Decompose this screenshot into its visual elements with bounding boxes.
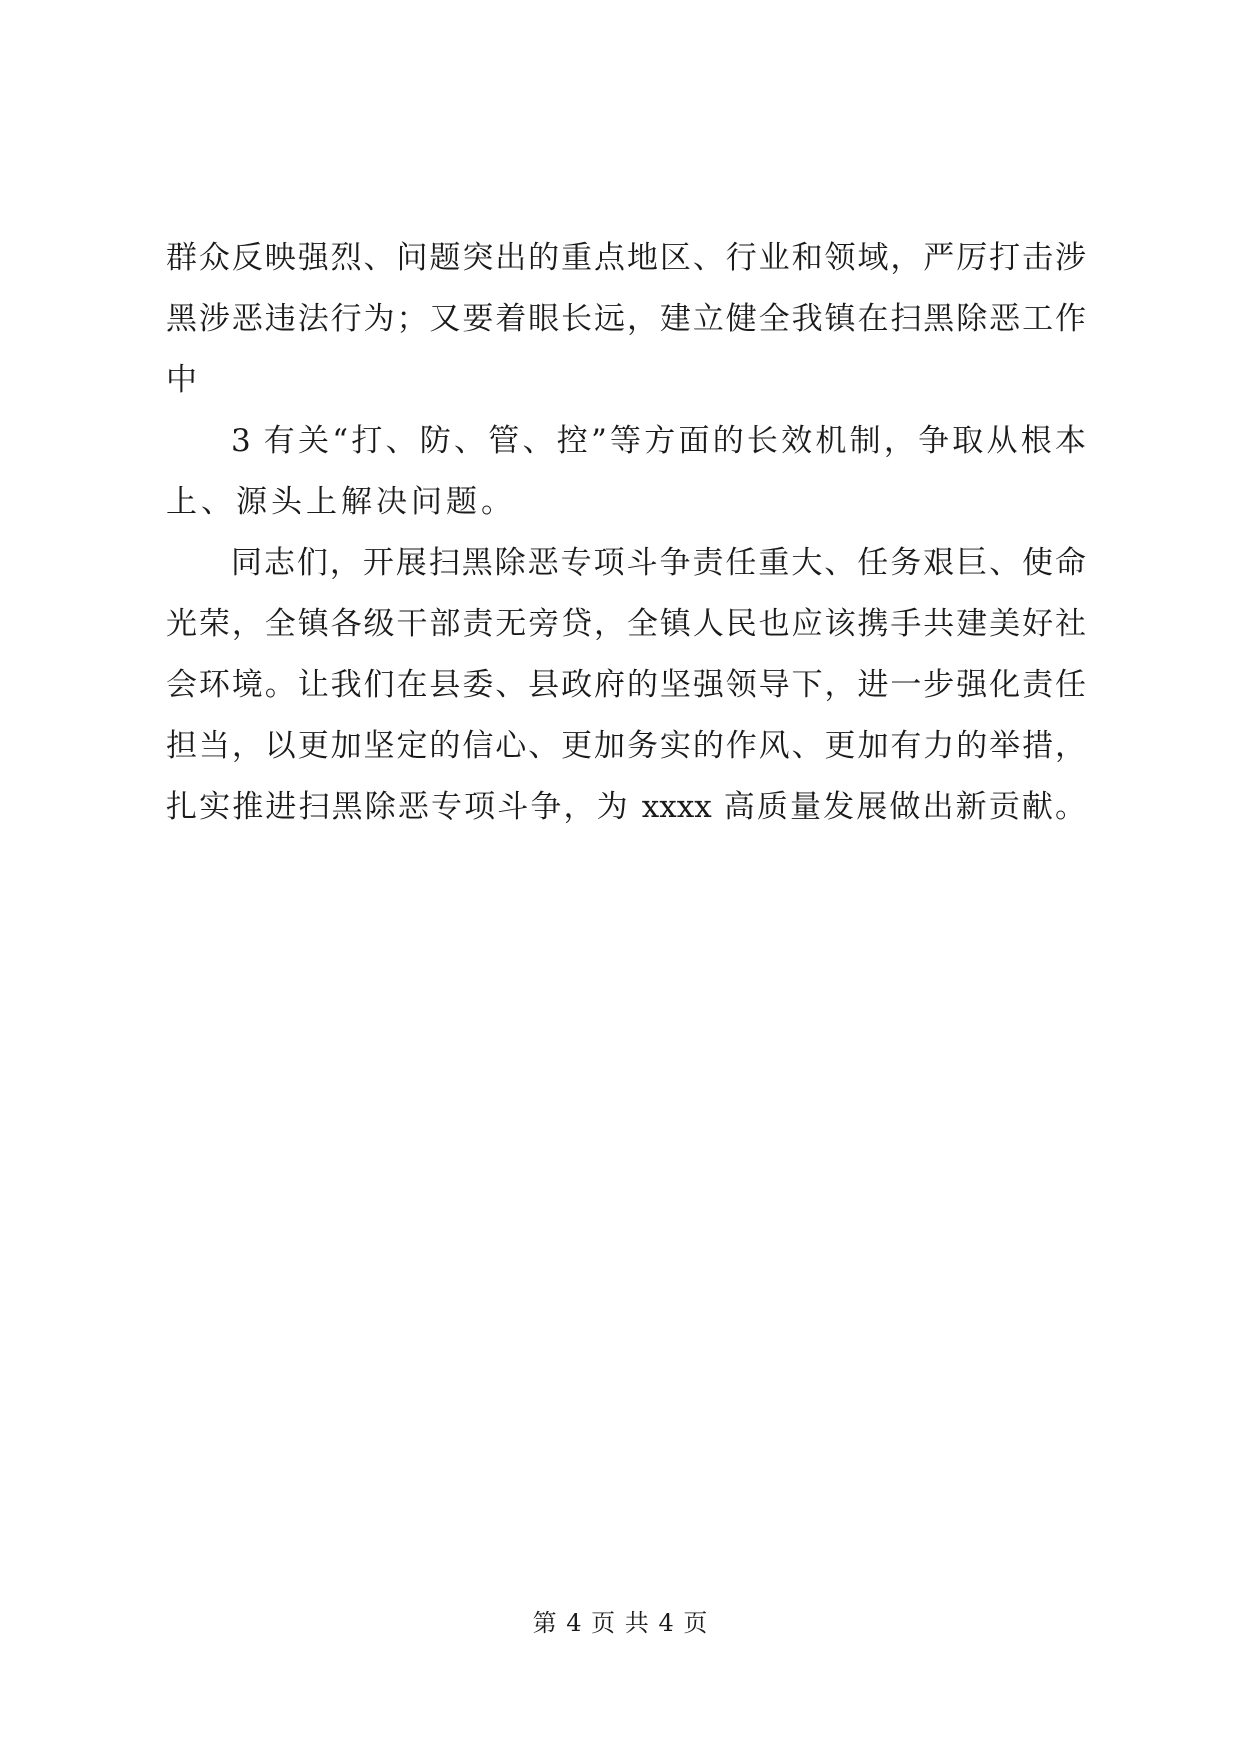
text-line: 黑涉恶违法行为；又要着眼长远，建立健全我镇在扫黑除恶工作 xyxy=(166,301,1086,337)
text-line: 扎实推进扫黑除恶专项斗争，为 xxxx 高质量发展做出新贡献。 xyxy=(166,789,1086,825)
text-line: 同志们，开展扫黑除恶专项斗争责任重大、任务艰巨、使命 xyxy=(231,545,1086,581)
text-line: 中 xyxy=(166,362,201,398)
text-line: 上、源头上解决问题。 xyxy=(166,484,516,520)
document-body xyxy=(166,228,1086,838)
paragraph xyxy=(166,411,1086,533)
paragraph xyxy=(166,533,1086,838)
text-line: 光荣，全镇各级干部责无旁贷，全镇人民也应该携手共建美好社 xyxy=(166,606,1086,642)
text-line: 担当，以更加坚定的信心、更加务实的作风、更加有力的举措， xyxy=(166,728,1086,764)
text-line: 3 有关“打、防、管、控”等方面的长效机制，争取从根本 xyxy=(231,423,1086,459)
text-line: 群众反映强烈、问题突出的重点地区、行业和领域，严厉打击涉 xyxy=(166,240,1086,276)
paragraph xyxy=(166,228,1086,411)
text-line: 会环境。让我们在县委、县政府的坚强领导下，进一步强化责任 xyxy=(166,667,1086,703)
page-footer: 第 4 页 共 4 页 xyxy=(532,1609,709,1637)
